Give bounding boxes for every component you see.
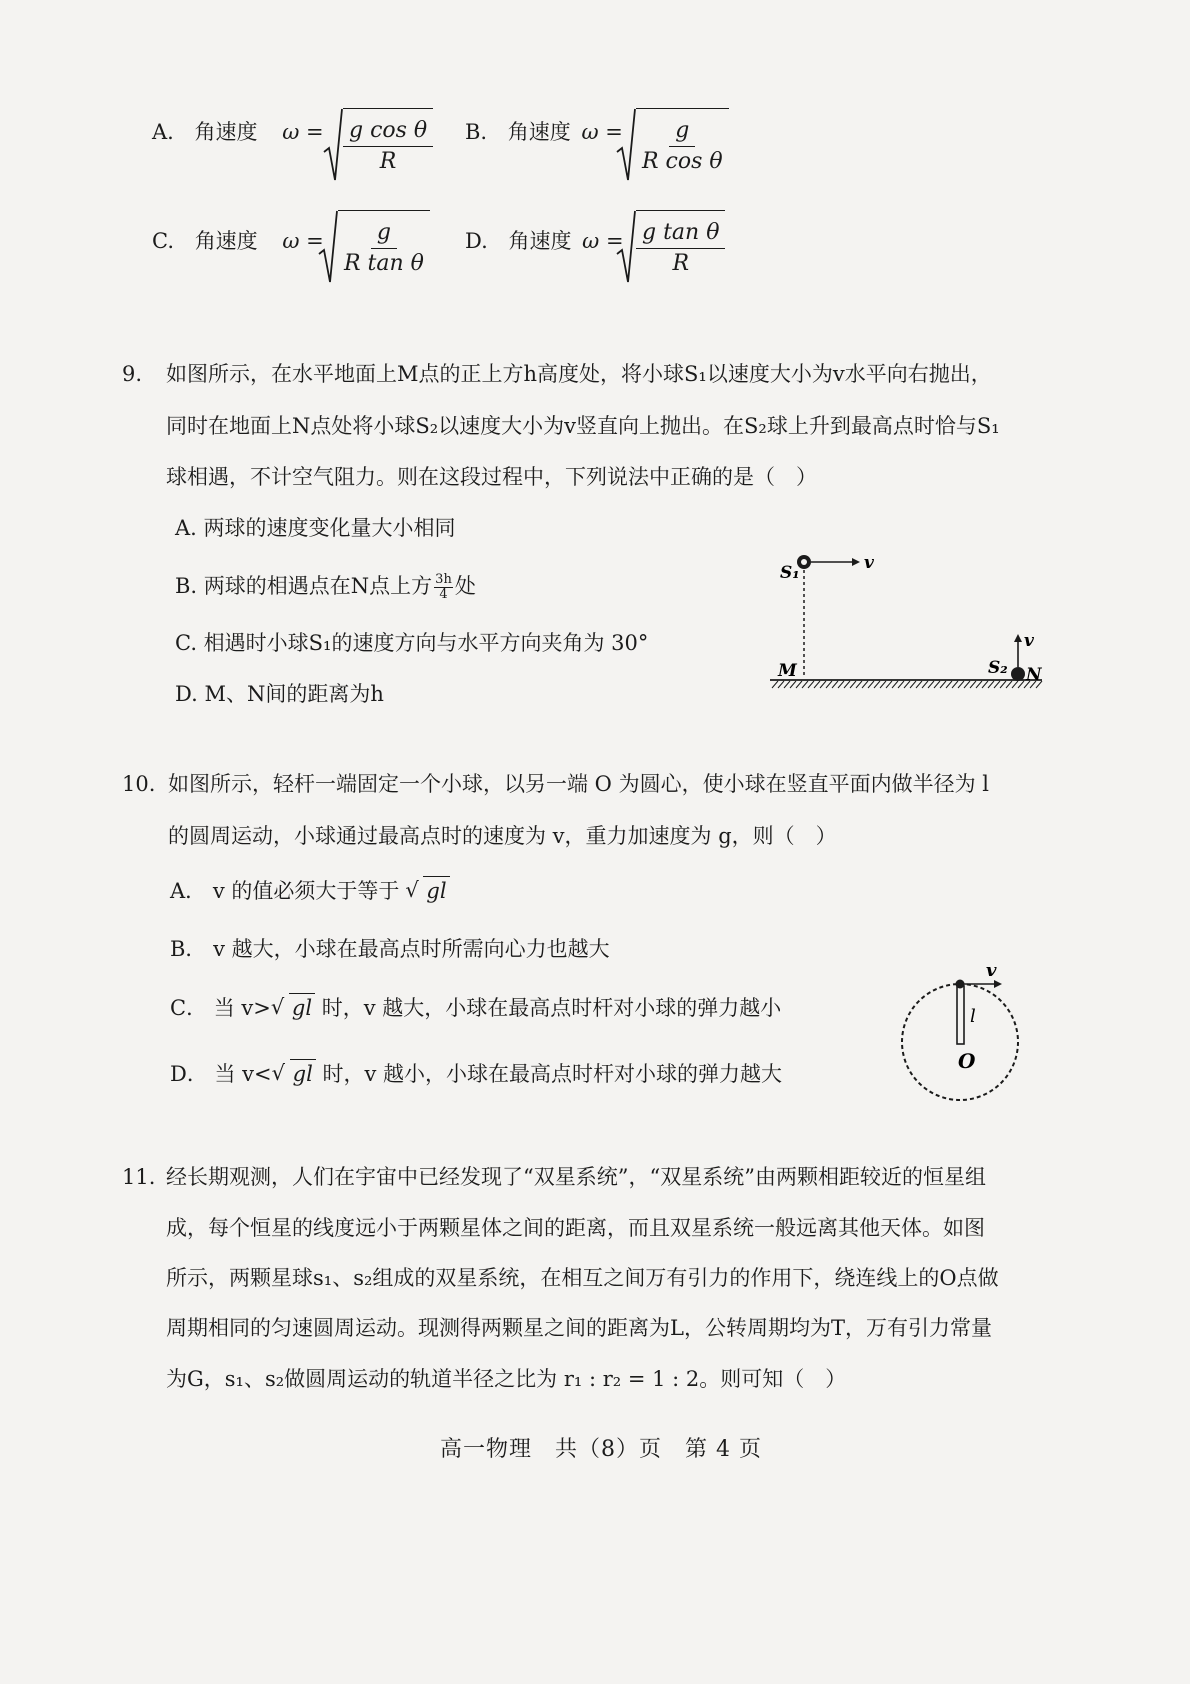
radicand: gl: [289, 993, 315, 1022]
q8-option-d: [465, 227, 624, 255]
hatch-mark: [832, 681, 838, 688]
hatch-mark: [982, 681, 988, 688]
label-o: O: [958, 1049, 976, 1073]
hatch-mark: [772, 681, 778, 688]
frac-denominator: R cos θ: [642, 149, 723, 174]
sqrt-icon: [616, 108, 636, 184]
q10-option-a: [170, 876, 450, 905]
hatch-mark: [976, 681, 982, 688]
arrow-head-icon: [994, 980, 1002, 988]
q9-option-a: A. 两球的速度变化量大小相同: [175, 516, 456, 540]
q11-line3: 所示，两颗星球s₁、s₂组成的双星系统，在相互之间万有引力的作用下，绕连线上的O点做: [166, 1266, 999, 1290]
hatch-mark: [898, 681, 904, 688]
ground-hatching: [772, 681, 1042, 688]
hatch-mark: [922, 681, 928, 688]
q8-option-c-formula: [318, 210, 430, 290]
sqrt-icon: [323, 108, 343, 184]
hatch-mark: [862, 681, 868, 688]
frac-numerator: g cos θ: [343, 116, 433, 147]
frac-numerator: 3h: [435, 572, 452, 587]
option-label: D.: [465, 229, 488, 253]
q8-option-c: [152, 227, 324, 255]
hatch-mark: [1018, 681, 1024, 688]
sqrt-icon: √: [270, 995, 285, 1019]
arrow-head-icon: [1014, 634, 1022, 642]
hatch-mark: [844, 681, 850, 688]
sqrt-icon: [616, 210, 636, 286]
option-label: A.: [152, 120, 174, 144]
label-s1: S₁: [780, 563, 800, 583]
q9-option-b: [175, 572, 476, 602]
option-text: B. 两球的相遇点在N点上方: [175, 574, 433, 598]
option-text: 角速度: [507, 120, 571, 144]
option-text: 处: [454, 574, 476, 598]
q9-stem-line3: 球相遇，不计空气阻力。则在这段过程中，下列说法中正确的是（ ）: [166, 465, 817, 489]
q11-line5: 为G，s₁、s₂做圆周运动的轨道半径之比为 r₁ : r₂ = 1 : 2。则可知（ ）: [166, 1367, 847, 1391]
frac-numerator: g: [371, 218, 397, 249]
hatch-mark: [1012, 681, 1018, 688]
hatch-mark: [802, 681, 808, 688]
hatch-mark: [916, 681, 922, 688]
hatch-mark: [874, 681, 880, 688]
q8-option-d-formula: [616, 210, 725, 290]
option-label: C.: [152, 229, 174, 253]
hatch-mark: [940, 681, 946, 688]
q9-figure: [760, 540, 1060, 710]
label-s2: S₂: [988, 658, 1008, 678]
frac-denominator: R: [379, 149, 397, 174]
hatch-mark: [1000, 681, 1006, 688]
option-text: D． 当 v<: [170, 1062, 272, 1086]
frac-denominator: R tan θ: [344, 251, 424, 276]
option-text: 角速度: [508, 229, 572, 253]
hatch-mark: [826, 681, 832, 688]
page-footer: 高一物理 共（8）页 第 4 页: [440, 1437, 762, 1462]
option-text: 时，v 越小，小球在最高点时杆对小球的弹力越大: [315, 1062, 783, 1086]
option-label: B.: [465, 120, 488, 144]
hatch-mark: [994, 681, 1000, 688]
option-lhs: ω =: [581, 120, 623, 144]
q10-option-d: [170, 1059, 782, 1088]
radicand: gl: [290, 1059, 316, 1088]
hatch-mark: [1006, 681, 1012, 688]
q10-option-b: B． v 越大，小球在最高点时所需向心力也越大: [170, 937, 610, 961]
radicand: gl: [423, 876, 449, 905]
q10-stem-line2: 的圆周运动，小球通过最高点时的速度为 v，重力加速度为 g，则（ ）: [168, 824, 837, 848]
hatch-mark: [970, 681, 976, 688]
hatch-mark: [946, 681, 952, 688]
hatch-mark: [880, 681, 886, 688]
hatch-mark: [814, 681, 820, 688]
arrow-head-icon: [852, 558, 860, 566]
hatch-mark: [934, 681, 940, 688]
q9-number: 9.: [122, 362, 143, 386]
q11-line1: 经长期观测，人们在宇宙中已经发现了“双星系统”，“双星系统”由两颗相距较近的恒星组: [166, 1165, 986, 1189]
label-v-right: v: [864, 553, 874, 573]
option-lhs: ω =: [282, 120, 324, 144]
option-text: C． 当 v>: [170, 996, 271, 1020]
hatch-mark: [886, 681, 892, 688]
ball-s2: [1011, 667, 1025, 681]
q11-line2: 成，每个恒星的线度远小于两颗星体之间的距离，而且双星系统一般远离其他天体。如图: [166, 1216, 985, 1240]
hatch-mark: [988, 681, 994, 688]
q11-line4: 周期相同的匀速圆周运动。现测得两颗星之间的距离为L，公转周期均为T，万有引力常量: [166, 1316, 992, 1340]
option-text: 角速度: [194, 229, 258, 253]
q9-stem-line2: 同时在地面上N点处将小球S₂以速度大小为v竖直向上抛出。在S₂球上升到最高点时恰与S₁: [166, 414, 1000, 438]
option-lhs: ω =: [582, 229, 624, 253]
q8-option-b: [465, 118, 623, 146]
hatch-mark: [928, 681, 934, 688]
q9-option-d: D. M、N间的距离为h: [175, 682, 384, 706]
hatch-mark: [910, 681, 916, 688]
hatch-mark: [820, 681, 826, 688]
q11-number: 11.: [122, 1165, 156, 1189]
hatch-mark: [796, 681, 802, 688]
label-m: M: [778, 661, 797, 681]
frac-numerator: g tan θ: [636, 218, 725, 249]
frac-numerator: g: [669, 116, 695, 147]
q8-option-a-formula: [323, 108, 433, 188]
hatch-mark: [790, 681, 796, 688]
hatch-mark: [904, 681, 910, 688]
hatch-mark: [868, 681, 874, 688]
ball-s1-center: [801, 559, 807, 565]
sqrt-icon: √: [271, 1061, 286, 1085]
q10-option-c: [170, 993, 781, 1022]
label-n: N: [1026, 665, 1042, 685]
frac-denominator: R: [672, 251, 690, 276]
label-v: v: [986, 960, 997, 981]
q9-option-c: C. 相遇时小球S₁的速度方向与水平方向夹角为 30°: [175, 631, 649, 655]
option-text: 时，v 越大，小球在最高点时杆对小球的弹力越小: [315, 996, 782, 1020]
sqrt-icon: [318, 210, 338, 286]
q9-stem-line1: 如图所示，在水平地面上M点的正上方h高度处，将小球S₁以速度大小为v水平向右抛出，: [166, 362, 992, 386]
q10-stem-line1: 如图所示，轻杆一端固定一个小球，以另一端 O 为圆心，使小球在竖直平面内做半径为 l: [168, 772, 989, 796]
q10-figure: [890, 960, 1040, 1110]
hatch-mark: [958, 681, 964, 688]
hatch-mark: [784, 681, 790, 688]
label-l: l: [970, 1006, 976, 1027]
hatch-mark: [850, 681, 856, 688]
q8-option-a: [152, 118, 324, 146]
hatch-mark: [778, 681, 784, 688]
hatch-mark: [838, 681, 844, 688]
hatch-mark: [856, 681, 862, 688]
ball: [956, 980, 965, 989]
option-lhs: ω =: [282, 229, 324, 253]
q8-option-b-formula: [616, 108, 729, 188]
dashed-circle: [902, 984, 1018, 1100]
light-rod: [957, 986, 964, 1044]
label-v-up: v: [1024, 631, 1034, 651]
hatch-mark: [808, 681, 814, 688]
hatch-mark: [964, 681, 970, 688]
sqrt-icon: √: [405, 878, 419, 902]
option-text: A． v 的值必须大于等于: [170, 879, 400, 903]
frac-denominator: 4: [439, 587, 448, 602]
hatch-mark: [892, 681, 898, 688]
q10-number: 10.: [122, 772, 156, 796]
hatch-mark: [952, 681, 958, 688]
option-text: 角速度: [194, 120, 258, 144]
